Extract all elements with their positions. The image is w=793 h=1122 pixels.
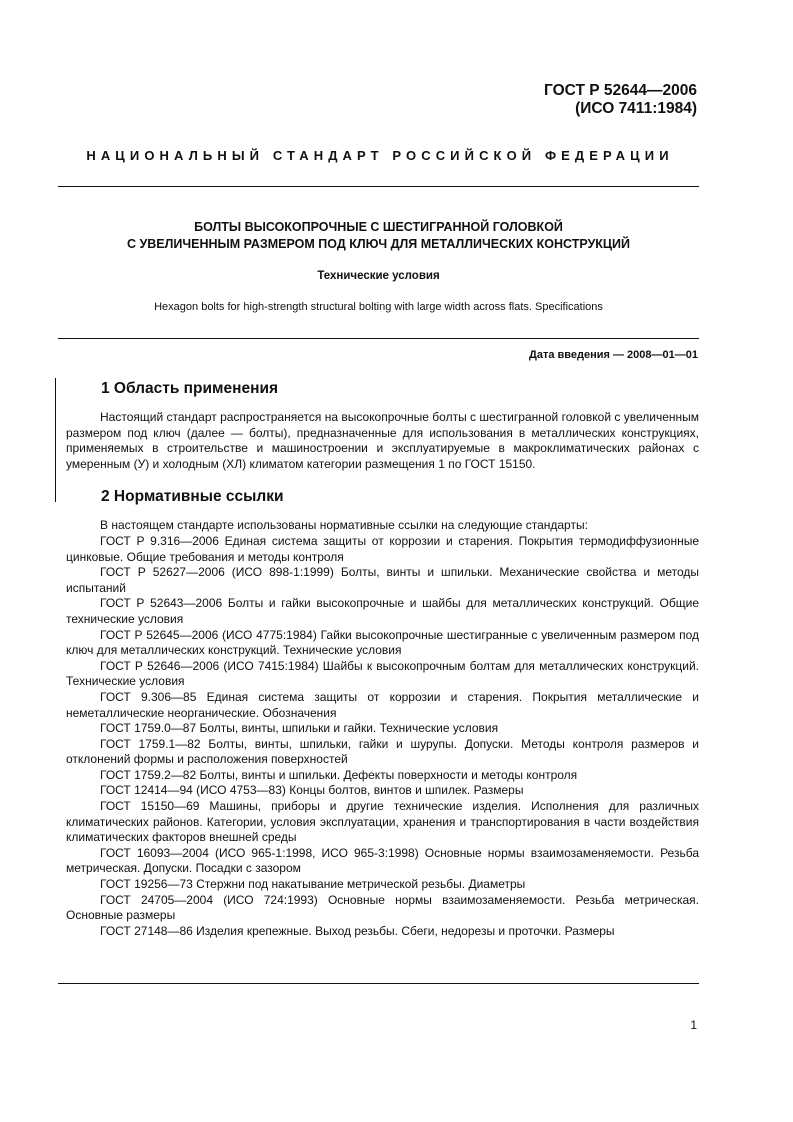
bottom-divider	[58, 983, 699, 984]
reference-item: ГОСТ 27148—86 Изделия крепежные. Выход резьбы. Сбеги, недорезы и проточки. Размеры	[100, 923, 615, 938]
reference-item: ГОСТ 12414—94 (ИСО 4753—83) Концы болтов, винтов и шпилек. Размеры	[100, 783, 524, 798]
reference-item: ГОСТ 15150—69 Машины, приборы и другие технические изделия. Исполнения для различных климатических районов. Категории, условия эксплуатации, хранения и транспортирования в части воздействия климатических факторов внешней среды	[66, 799, 699, 845]
reference-item: ГОСТ 16093—2004 (ИСО 965-1:1998, ИСО 965-3:1998) Основные нормы взаимозаменяемости. Резьба метрическая. Допуски. Посадки с зазором	[66, 845, 699, 876]
standard-code-iso: (ИСО 7411:1984)	[575, 100, 697, 117]
reference-item: ГОСТ 9.306—85 Единая система защиты от коррозии и старения. Покрытия металлические и неметаллические неорганические. Обозначения	[66, 689, 699, 720]
section-1-heading: 1 Область применения	[101, 380, 279, 397]
change-margin-bar	[55, 378, 56, 502]
standard-code	[544, 82, 697, 118]
references-intro: В настоящем стандарте использованы нормативные ссылки на следующие стандарты:	[100, 518, 588, 533]
reference-item: ГОСТ Р 52646—2006 (ИСО 7415:1984) Шайбы к высокопрочным болтам для металлических конструкций. Технические условия	[66, 658, 699, 689]
reference-item: ГОСТ 1759.2—82 Болты, винты и шпильки. Дефекты поверхности и методы контроля	[100, 767, 578, 782]
title-line-1: БОЛТЫ ВЫСОКОПРОЧНЫЕ С ШЕСТИГРАННОЙ ГОЛОВКОЙ	[194, 220, 563, 234]
reference-item: ГОСТ Р 52645—2006 (ИСО 4775:1984) Гайки высокопрочные шестигранные с увеличенным размером под ключ для металлических конструкций. Технические условия	[66, 627, 699, 658]
english-title: Hexagon bolts for high-strength structural bolting with large width across flats. Specifications	[154, 301, 603, 313]
section-1-text: Настоящий стандарт распространяется на высокопрочные болты с шестигранной головкой с увеличенным размером под ключ (далее — болты), предназначенные для использования в металлических конструкциях, применяемых в строительстве и машиностроении и эксплуатируемые в макроклиматических районах с умеренным (У) и холодным (ХЛ) климатом категории размещения 1 по ГОСТ 15150.	[66, 410, 699, 471]
title-line-2: С УВЕЛИЧЕННЫМ РАЗМЕРОМ ПОД КЛЮЧ ДЛЯ МЕТАЛЛИЧЕСКИХ КОНСТРУКЦИЙ	[126, 237, 631, 251]
reference-item: ГОСТ Р 52643—2006 Болты и гайки высокопрочные и шайбы для металлических конструкций. Общие технические условия	[66, 596, 699, 626]
section-2-heading: 2 Нормативные ссылки	[101, 488, 284, 506]
standard-code-gost: ГОСТ Р 52644—2006	[544, 82, 697, 99]
title-divider	[58, 338, 699, 339]
top-divider	[58, 186, 699, 187]
reference-item: ГОСТ Р 52627—2006 (ИСО 898-1:1999) Болты, винты и шпильки. Механические свойства и методы испытаний	[66, 565, 699, 595]
document-subtitle: Технические условия	[317, 270, 440, 282]
reference-item: ГОСТ 19256—73 Стержни под накатывание метрической резьбы. Диаметры	[100, 877, 526, 892]
national-standard-banner: НАЦИОНАЛЬНЫЙ СТАНДАРТ РОССИЙСКОЙ ФЕДЕРАЦИИ	[86, 148, 674, 163]
reference-item: ГОСТ 1759.0—87 Болты, винты, шпильки и гайки. Технические условия	[100, 721, 499, 736]
page-number: 1	[690, 1018, 697, 1032]
reference-item: ГОСТ 24705—2004 (ИСО 724:1993) Основные нормы взаимозаменяемости. Резьба метрическая. Основные размеры	[66, 892, 699, 923]
reference-item: ГОСТ Р 9.316—2006 Единая система защиты от коррозии и старения. Покрытия термодиффузионные цинковые. Общие требования и методы контроля	[66, 533, 699, 564]
introduction-date: Дата введения — 2008—01—01	[529, 349, 698, 361]
document-body	[66, 378, 699, 939]
reference-item: ГОСТ 1759.1—82 Болты, винты, шпильки, гайки и шурупы. Допуски. Методы контроля размеров и отклонений формы и расположения поверхностей	[66, 736, 699, 767]
document-title	[58, 219, 699, 253]
